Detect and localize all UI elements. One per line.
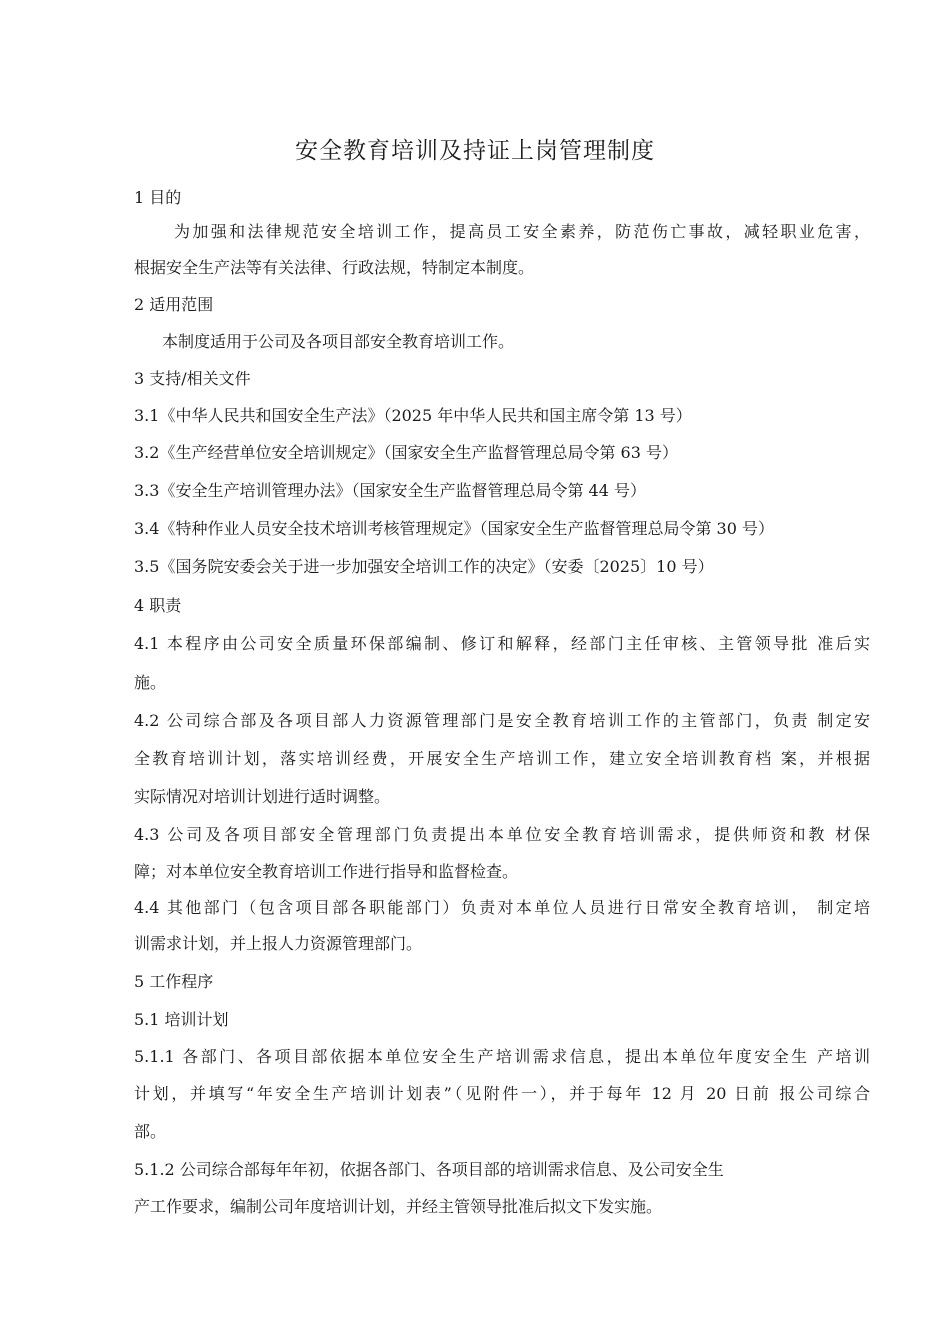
paragraph-line: 障；对本单位安全教育培训工作进行指导和监督检查。 xyxy=(134,862,519,881)
reference-item: 3.4《特种作业人员安全技术培训考核管理规定》（国家安全生产监督管理总局令第 30 号） xyxy=(134,519,774,538)
paragraph-line: 4.1 本程序由公司安全质量环保部编制、修订和解释，经部门主任审核、主管领导批 准后实 xyxy=(134,634,870,653)
section-heading-purpose: 1 目的 xyxy=(134,188,182,207)
paragraph-line: 实际情况对培训计划进行适时调整。 xyxy=(134,787,391,806)
paragraph-line: 4.2 公司综合部及各项目部人力资源管理部门是安全教育培训工作的主管部门，负责 制定安 xyxy=(134,711,870,730)
paragraph-line: 5.1.2 公司综合部每年年初，依据各部门、各项目部的培训需求信息、及公司安全生 xyxy=(134,1160,724,1179)
paragraph-line: 全教育培训计划，落实培训经费，开展安全生产培训工作，建立安全培训教育档 案，并根据 xyxy=(134,749,870,768)
subsection-heading-training-plan: 5.1 培训计划 xyxy=(134,1010,229,1029)
section-heading-scope: 2 适用范围 xyxy=(134,295,214,314)
paragraph-line: 施。 xyxy=(134,673,167,692)
reference-item: 3.1《中华人民共和国安全生产法》（2025 年中华人民共和国主席令第 13 号） xyxy=(134,406,692,425)
paragraph-line: 产工作要求，编制公司年度培训计划，并经主管领导批准后拟文下发实施。 xyxy=(134,1197,663,1216)
section-heading-responsibilities: 4 职责 xyxy=(134,596,182,615)
reference-item: 3.5《国务院安委会关于进一步加强安全培训工作的决定》（安委〔2025〕10 号） xyxy=(134,557,714,576)
paragraph-line: 为加强和法律规范安全培训工作，提高员工安全素养，防范伤亡事故，减轻职业危害， xyxy=(174,222,870,241)
section-heading-references: 3 支持/相关文件 xyxy=(134,369,251,388)
reference-item: 3.2《生产经营单位安全培训规定》（国家安全生产监督管理总局令第 63 号） xyxy=(134,443,678,462)
paragraph-line: 4.4 其他部门（包含项目部各职能部门）负责对本单位人员进行日常安全教育培训， 制定培 xyxy=(134,898,870,917)
reference-item: 3.3《安全生产培训管理办法》（国家安全生产监督管理总局令第 44 号） xyxy=(134,481,646,500)
document-title: 安全教育培训及持证上岗管理制度 xyxy=(295,138,655,164)
paragraph-line: 本制度适用于公司及各项目部安全教育培训工作。 xyxy=(162,332,515,351)
paragraph-line: 根据安全生产法等有关法律、行政法规，特制定本制度。 xyxy=(134,258,535,277)
paragraph-line: 部。 xyxy=(134,1122,167,1141)
paragraph-line: 训需求计划，并上报人力资源管理部门。 xyxy=(134,934,423,953)
paragraph-line: 5.1.1 各部门、各项目部依据本单位安全生产培训需求信息，提出本单位年度安全生 产培训 xyxy=(134,1047,870,1066)
paragraph-line: 4.3 公司及各项目部安全管理部门负责提出本单位安全教育培训需求，提供师资和教 材保 xyxy=(134,825,870,844)
paragraph-line: 计划，并填写“年安全生产培训计划表”（见附件一），并于每年 12 月 20 日前 报公司综合 xyxy=(134,1084,870,1103)
section-heading-procedure: 5 工作程序 xyxy=(134,972,214,991)
